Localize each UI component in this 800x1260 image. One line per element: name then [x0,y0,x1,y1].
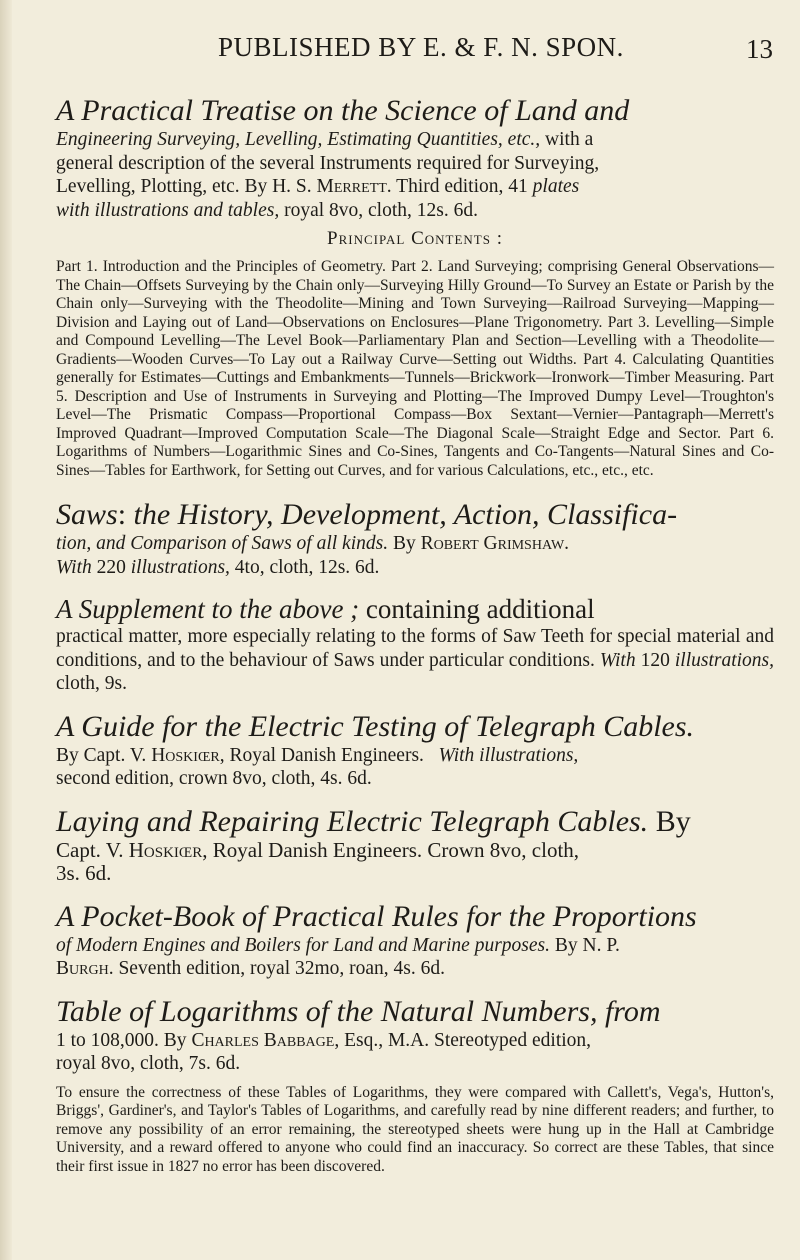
entry-description: second edition, crown 8vo, cloth, 4s. 6d. [56,768,372,789]
entry-description: Capt. V. Hoskiœr, Royal Danish Engineers. Crown 8vo, cloth, [56,837,580,862]
author-name: Robert Grimshaw. [420,533,570,554]
entry-logarithms [56,995,774,1177]
contents-heading: Principal Contents : [327,228,503,249]
entry-description: general description of the several Instruments required for Surveying, [56,152,600,174]
author-name: Burgh [56,958,109,979]
entry-telegraph-testing [56,710,774,791]
running-head [0,32,800,72]
entry-description: with illustrations and tables, royal 8vo, cloth, 12s. 6d. [56,199,478,221]
entry-description: tion, and Comparison of Saws of all kinds. By Robert Grimshaw. [56,533,570,554]
entry-description: Burgh. Seventh edition, royal 32mo, roan, 4s. 6d. [56,958,446,979]
entry-title: Saws: the History, Development, Action, Classifica- [56,498,678,531]
running-head-title: PUBLISHED BY E. & F. N. SPON. [218,32,624,62]
entry-pocket-book [56,900,774,981]
author-name: Hoskiœr [151,744,220,766]
entry-title: A Practical Treatise on the Science of Land and [56,94,630,127]
entry-description: Levelling, Plotting, etc. By H. S. Merrett. Third edition, 41 plates [56,176,580,197]
entry-saws [56,498,774,579]
entry-note: To ensure the correctness of these Tables of Logarithms, they were compared with Callett's, Vega's, Hutton's, Briggs', Gardiner's, and Taylor's Tables of Logarithms, and carefully read by nine different readers; and further, to remove any possibility of an error remaining, the stereotyped sheets were hung up in the Hall at Cambridge University, and a reward offered to anyone who could find an inaccuracy. So correct are these Tables, that since their first issue in 1827 no error has been discovered. [56,1083,774,1175]
entry-description: With 220 illustrations, 4to, cloth, 12s. 6d. [56,556,380,578]
entry-title: Table of Logarithms of the Natural Numbers, from [56,994,661,1028]
author-name: Hoskiœr [128,837,203,862]
catalogue-content [56,94,774,1190]
entry-description: 1 to 108,000. By Charles Babbage, Esq., M.A. Stereotyped edition, [56,1029,592,1051]
page-number: 13 [746,34,773,64]
entry-description: practical matter, more especially relating to the forms of Saw Teeth for special material and conditions, and to the behaviour of Saws under particular conditions. With 120 illustrations, cloth, 9s. [56,626,775,694]
entry-description: 3s. 6d. [56,861,112,885]
entry-description: Engineering Surveying, Levelling, Estimating Quantities, etc., with a [56,129,594,150]
entry-telegraph-laying [56,805,774,886]
entry-saws-supplement [56,593,774,696]
entry-description: royal 8vo, cloth, 7s. 6d. [56,1053,241,1074]
entry-title: A Supplement to the above ; containing additional [56,594,595,624]
entry-title: A Guide for the Electric Testing of Telegraph Cables. [56,709,695,743]
entry-title: A Pocket-Book of Practical Rules for the Proportions [56,899,697,933]
contents-text: Part 1. Introduction and the Principles of Geometry. Part 2. Land Surveying; comprising General Observations—The Chain—Offsets Surveying by the Chain only—Surveying Hilly Ground—To Survey an Estate or Parish by the Chain only—Surveying with the Theodolite—Mining and Town Surveying—Railroad Surveying—Mapping—Division and Laying out of Land—Observations on Enclosures—Plane Trigonometry. Part 3. Levelling—Simple and Compound Levelling—The Level Book—Parliamentary Plan and Section—Levelling with a Theodolite—Gradients—Wooden Curves—To Lay out a Railway Curve—Setting out Widths. Part 4. Calculating Quantities generally for Estimates—Cuttings and Embankments—Tunnels—Brickwork—Ironwork—Timber Measuring. Part 5. Description and Use of Instruments in Surveying and Plotting—The Improved Dumpy Level—Troughton's Level—The Prismatic Compass—Proportional Compass—Box Sextant—Vernier—Pantagraph—Merrett's Improved Quadrant—Improved Computation Scale—The Diagonal Scale—Straight Edge and Sector. Part 6. Logarithms of Numbers—Logarithmic Sines and Co-Sines, Tangents and Co-Tangents—Natural Sines and Co-Sines—Tables for Earthwork, for Setting out Curves, and for various Calculations, etc., etc., etc. [56,258,774,479]
entry-description: By Capt. V. Hoskiœr, Royal Danish Engineers. With illustrations, [56,744,579,766]
page-edge [0,0,12,1260]
entry-description: of Modern Engines and Boilers for Land and Marine purposes. By N. P. [56,934,620,956]
author-name: Charles Babbage [191,1029,335,1051]
author-name: Merrett [316,176,387,197]
entry-land-surveying [56,94,774,480]
entry-title: Laying and Repairing Electric Telegraph Cables. By [56,804,691,838]
